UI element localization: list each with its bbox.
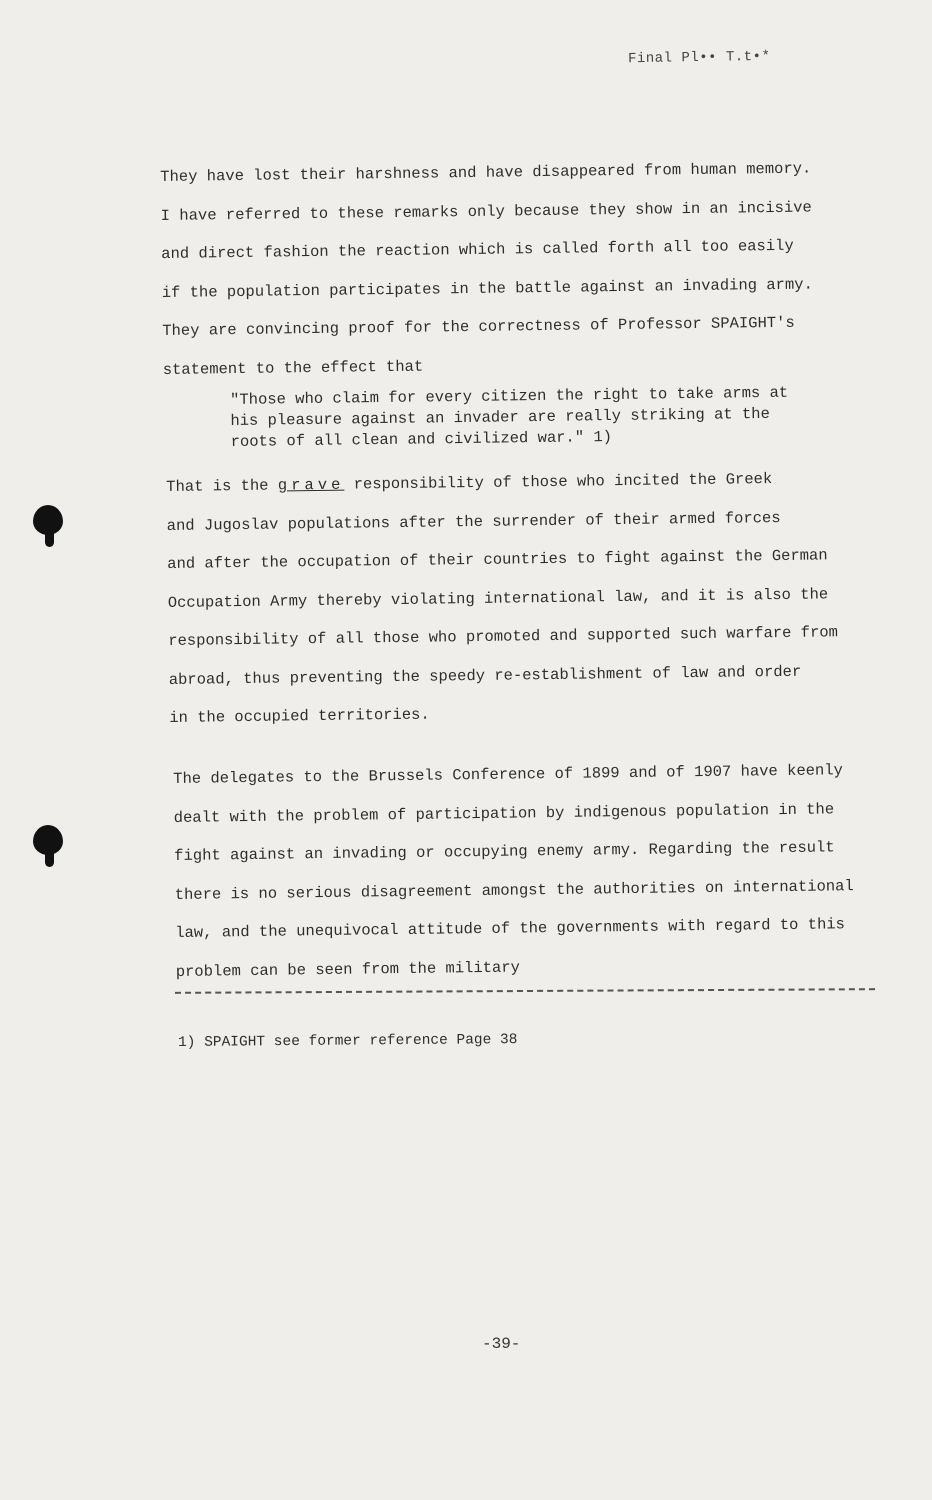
text-line: statement to the effect that — [162, 357, 424, 379]
text-line: They have lost their harshness and have disappeared from human memory. — [160, 159, 812, 186]
punch-hole-mark — [33, 505, 63, 535]
text-line: responsibility of all those who promoted and supported such warfare from — [168, 623, 839, 650]
text-fragment: responsibility of those who incited the Greek — [344, 470, 773, 494]
paragraph-1 — [160, 149, 863, 389]
text-line: in the occupied territories. — [169, 705, 430, 727]
text-line: if the population participates in the battle against an invading army. — [161, 274, 813, 302]
emphasized-word: grave — [277, 475, 345, 495]
text-line: dealt with the problem of participation by indigenous population in the — [173, 799, 835, 827]
quote-line: his pleasure against an invader are really striking at the — [230, 404, 770, 430]
quote-line: "Those who claim for every citizen the right to take arms at — [230, 383, 789, 409]
quote-line: roots of all clean and civilized war." 1) — [230, 428, 613, 451]
text-line: They are convincing proof for the correctness of Professor SPAIGHT's — [162, 313, 795, 340]
text-line: problem can be seen from the military — [175, 957, 521, 981]
footnote: 1) SPAIGHT see former reference Page 38 — [178, 1032, 518, 1051]
text-line: Occupation Army thereby violating international law, and it is also the — [167, 584, 829, 612]
text-line: I have referred to these remarks only because they show in an incisive — [160, 197, 812, 225]
text-line: fight against an invading or occupying enemy army. Regarding the result — [174, 838, 835, 865]
text-line: and direct fashion the reaction which is called forth all too easily — [161, 236, 794, 263]
page-number: -39- — [482, 1335, 521, 1353]
paragraph-3 — [173, 751, 876, 991]
text-line: there is no serious disagreement amongst the authorities on international — [174, 876, 854, 904]
text-fragment: That is the — [166, 476, 278, 496]
text-line: law, and the unequivocal attitude of the governments with regard to this — [175, 915, 846, 942]
paragraph-2 — [166, 459, 869, 738]
punch-hole-mark — [33, 825, 63, 855]
header-annotation: Final Pl•• T.t•* — [627, 48, 771, 68]
text-line: The delegates to the Brussels Conference of 1899 and of 1907 have keenly — [173, 761, 844, 788]
text-line: abroad, thus preventing the speedy re-establishment of law and order — [168, 662, 802, 689]
text-line: and after the occupation of their countries to fight against the German — [167, 546, 828, 573]
block-quote — [230, 382, 831, 453]
text-line: and Jugoslav populations after the surrender of their armed forces — [166, 508, 781, 535]
